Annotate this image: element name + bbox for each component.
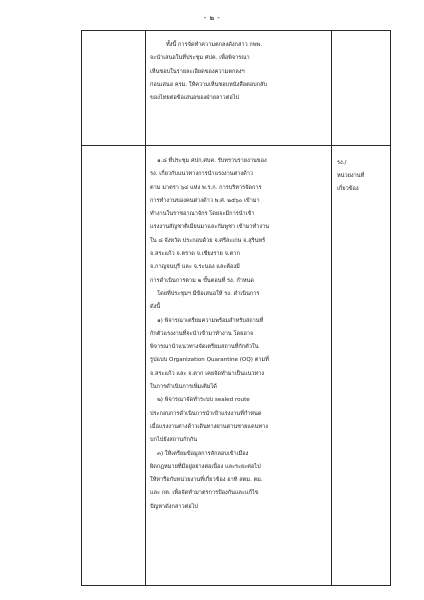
text-line: ของไทยต่อข้อเสนอของฝ่ายลาวต่อไป [150, 95, 240, 102]
responsible-agency [337, 157, 389, 196]
responsible-line: รง./ [337, 160, 347, 166]
text-line: การทำงานของคนต่างด้าว พ.ศ. ๒๕๖๐ เข้ามา [150, 197, 260, 204]
text-line: จ.กาญจนบุรี และ จ.ระนอง และต้องมี [150, 264, 240, 271]
text-line: ๒) พิจารณาจัดทำระบบ sealed route [150, 397, 250, 404]
text-line: รูปแบบ Organization Quarantine (OQ) ตามที่ [150, 357, 269, 364]
row2-body [150, 155, 328, 514]
column-divider [145, 31, 146, 585]
text-line: ในการดำเนินการเพิ่มเติมได้ [150, 384, 217, 391]
text-line: โดยที่ประชุมฯ มีข้อเสนอให้ รง. ดำเนินการ [150, 290, 260, 297]
row1-body [150, 39, 328, 105]
text-line: ปัญหาดังกล่าวต่อไป [150, 503, 198, 510]
text-line: กักตัวแรงงานที่จะนำเข้ามาทำงาน โดยอาจ [150, 330, 254, 337]
text-line: และ กต. เพื่อจัดทำมาตรการป้องกันและแก้ไข [150, 490, 259, 497]
text-line: ๓) ให้เตรียมข้อมูลการลักลอบเข้าเมือง [150, 450, 249, 457]
text-line: การดำเนินการตาม ๒ ขั้นตอนที่ รง. กำหนด [150, 277, 254, 284]
text-line: ผิดกฎหมายที่มีอยู่อย่างต่อเนื่อง และระยะต่อไป [150, 463, 261, 470]
column-divider [331, 31, 332, 585]
text-line: ตาม มาตรา ๖๔ แห่ง พ.ร.ก. การบริหารจัดการ [150, 184, 262, 191]
page-number: - ๒ - [203, 14, 221, 22]
text-line: ทั้งนี้ การจัดทำความตกลงดังกล่าว กพพ. [150, 42, 262, 48]
text-line: จ.สระแก้ว และ จ.ตาก เคยจัดทำมาเป็นแนวทาง [150, 370, 265, 377]
text-line: ๑.๘ ที่ประชุม ศปก.ศบค. รับทราบรายงานของ [150, 158, 267, 164]
text-line: ดังนี้ [150, 304, 161, 311]
text-line: เมื่อแรงงานต่างด้าวเดินทางผ่านด่านชายแดนทาง [150, 423, 269, 430]
text-line: ก่อนเสนอ ครม. ให้ความเห็นชอบหนังสือตอบกลับ [150, 81, 268, 88]
text-line: พิจารณานำแนวทางจัดเตรียมสถานที่กักตัวใน [150, 344, 259, 351]
text-line: แรงงานสัญชาติเมียนมาและกัมพูชา เข้ามาทำงาน [150, 224, 270, 231]
text-line: บกไปยังสถานกักกัน [150, 437, 198, 444]
text-line: ให้หารือกับหน่วยงานที่เกี่ยวข้อง อาทิ สตม. ตม. [150, 477, 263, 484]
row-divider [82, 145, 390, 146]
text-line: จะนำเสนอในที่ประชุม ศปค. เพื่อพิจารณา [150, 55, 250, 62]
text-line: ๑) พิจารณาเตรียมความพร้อมสำหรับสถานที่ [150, 317, 264, 324]
text-line: ทำงานในราชอาณาจักร โดยจะมีการนำเข้า [150, 211, 255, 218]
text-line: รง. เกี่ยวกับแนวทางการนำแรงงานต่างด้าว [150, 171, 254, 178]
responsible-line: หน่วยงานที่ [337, 173, 365, 179]
text-line: เห็นชอบในรายละเอียดของความตกลงฯ [150, 68, 245, 75]
responsible-line: เกี่ยวข้อง [337, 186, 359, 192]
text-line: ใน ๘ จังหวัด ประกอบด้วย จ.ศรีสะเกษ จ.สุรินทร์ [150, 237, 266, 244]
minutes-table [81, 30, 391, 586]
text-line: จ.สระแก้ว จ.ตราด จ.เชียงราย จ.ตาก [150, 251, 240, 258]
text-line: ประกอบการดำเนินการนำเข้าแรงงานที่กำหนด [150, 410, 262, 417]
